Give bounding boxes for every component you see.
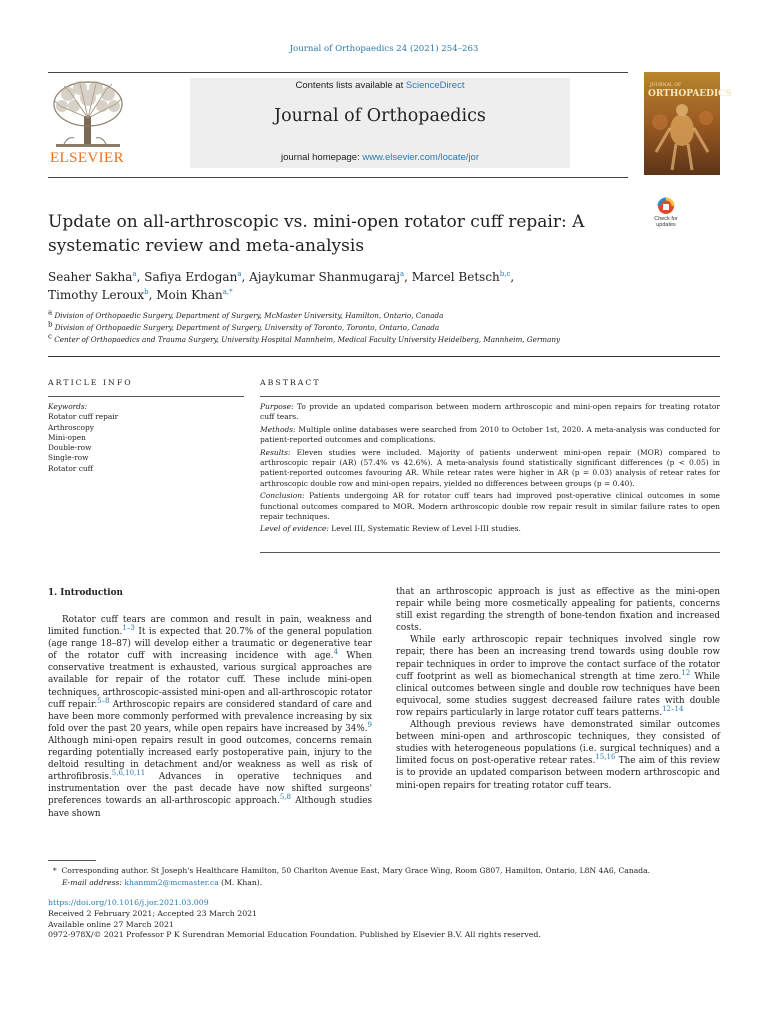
citation-link[interactable]: 5,8 [279, 793, 291, 802]
email-line [48, 877, 728, 889]
bibliographic-info [48, 898, 728, 941]
affiliation-item [48, 322, 728, 334]
abstract-bottom-rule [260, 552, 720, 553]
contents-prefix: Contents lists available at [295, 80, 406, 91]
footnote-rule [48, 860, 96, 861]
contents-available-line [190, 80, 570, 91]
methods-label: Methods: [260, 424, 296, 434]
keyword-item[interactable]: Mini-open [48, 432, 86, 442]
affiliation-mark: c [48, 332, 52, 341]
abstract-body [260, 402, 720, 537]
citation-link[interactable]: 4 [333, 648, 339, 657]
section-divider [48, 356, 720, 357]
citation-link[interactable]: 12 [681, 668, 691, 677]
received-dates: Received 2 February 2021; Accepted 23 March 2021 [48, 908, 258, 918]
text: Although studies have shown [48, 796, 372, 819]
corresponding-line [48, 865, 728, 877]
text: Advances in operative techniques and instrumentation over the past decade have now shifted surgeons' preferences towards an all-arthroscopic approach. [48, 772, 372, 807]
text: While early arthroscopic repair techniques involved single row repair, there has been an increasing trend towards using double row repair techniques in order to improve the contact surface of the rotator cuff footprint as well as biomechanical strength at time zero. [396, 635, 720, 682]
keywords-label: Keywords: [48, 402, 88, 411]
body-column-right [396, 586, 720, 792]
author-name[interactable]: Safiya Erdogan [144, 270, 238, 284]
keyword-item[interactable]: Rotator cuff [48, 463, 93, 473]
keyword-item[interactable]: Double-row [48, 443, 92, 453]
author-list: Seaher Sakha$^a$, Safiya Erdogan$^a$, Ajaykumar Shanmugaraj$^a$, Marcel Betsch$^{b,c}$, Timothy Leroux$^b$, Moin Khan$^{a,*}$ [48, 270, 515, 302]
cover-title-small: JOURNAL OF [650, 83, 682, 88]
citation-link[interactable]: 5–8 [97, 696, 110, 705]
citation-link[interactable]: 1–3 [122, 624, 135, 633]
purpose-text: To provide an updated comparison between modern arthroscopic and mini-open repairs for treating rotator cuff tears. [260, 402, 720, 422]
check-updates-line2: updates [656, 222, 676, 228]
journal-homepage-line [190, 152, 570, 163]
author-affiliation-mark[interactable]: a [132, 270, 137, 278]
email-label: E-mail address: [62, 878, 122, 887]
journal-title: Journal of Orthopaedics [274, 106, 486, 126]
article-info-heading: ARTICLE INFO [48, 378, 133, 387]
check-for-updates-button[interactable] [646, 196, 686, 230]
check-updates-icon [646, 196, 686, 216]
citation-link[interactable]: 15,16 [595, 753, 616, 762]
affiliation-item [48, 334, 728, 346]
level-label: Level of evidence: [260, 524, 329, 534]
intro-paragraph-1 [48, 614, 372, 820]
email-link[interactable]: khanmm2@mcmaster.ca [124, 878, 219, 887]
citation-link[interactable]: 5,6,10,11 [111, 769, 146, 778]
author-affiliation-mark[interactable]: a [399, 270, 405, 278]
citation-link[interactable]: 9 [367, 720, 372, 729]
conclusion-label: Conclusion: [260, 491, 305, 501]
author-affiliation-mark[interactable]: a [237, 270, 242, 278]
elsevier-tree-logo [50, 78, 126, 150]
results-label: Results: [260, 447, 291, 457]
keyword-item[interactable]: Arthroscopy [48, 422, 94, 432]
intro-paragraph-3 [396, 719, 720, 792]
journal-reference[interactable]: Journal of Orthopaedics 24 (2021) 254–263 [289, 44, 479, 54]
article-info-rule [48, 396, 244, 397]
author-name[interactable]: Timothy Leroux [48, 288, 145, 302]
affiliation-item [48, 310, 728, 322]
affiliation-mark: b [48, 320, 53, 329]
available-online-date: Available online 27 March 2021 [48, 919, 174, 929]
text: When conservative treatment is exhausted, various surgical approaches are available for repair of the rotator cuff. These include mini-open techniques, arthroscopic-assisted mini-open and all-arthroscopic rotator cuff repair. [48, 651, 372, 710]
text: While clinical outcomes between single and double row techniques have been equivocal, some studies suggest decreased failure rates with double row repairs particularly in large rotator cuff tears patterns. [396, 671, 720, 718]
abstract-heading: ABSTRACT [260, 378, 321, 387]
journal-cover-image [644, 72, 732, 175]
author-affiliation-mark[interactable]: b [144, 288, 149, 296]
citation-link[interactable]: 12–14 [662, 705, 684, 714]
sciencedirect-link[interactable]: ScienceDirect [405, 80, 465, 91]
author-name[interactable]: Marcel Betsch [411, 270, 500, 284]
intro-paragraph-1-continued: that an arthroscopic approach is just as effective as the mini-open repair while being more cosmetically appealing for patients, concerns still exist regarding the strength of bone-tendon fixation and increased costs. [396, 587, 720, 634]
affiliations [48, 310, 728, 346]
email-suffix: (M. Khan). [218, 878, 263, 887]
homepage-prefix: journal homepage: [280, 152, 363, 163]
author-name[interactable]: Seaher Sakha [48, 270, 133, 284]
author-affiliation-mark[interactable]: b,c [499, 270, 511, 278]
text: It is expected that 20.7% of the general population (age range 18–87) will develop either a traumatic or degenerative tear of the rotator cuff with increasing incidence with age. [48, 627, 372, 662]
author-name[interactable]: Moin Khan [156, 288, 223, 302]
purpose-label: Purpose: [260, 402, 294, 411]
corresponding-text: Corresponding author. St Joseph's Healthcare Hamilton, 50 Charlton Avenue East, Mary Grace Wing, Room G807, Hamilton, Ontario, L8N 4A6, Canada. [61, 866, 651, 875]
affiliation-text: Division of Orthopaedic Surgery, Department of Surgery, University of Toronto, Toronto, Ontario, Canada [54, 323, 440, 332]
affiliation-mark: a [48, 308, 53, 317]
abstract-conclusion [260, 491, 720, 522]
affiliation-text: Division of Orthopaedic Surgery, Department of Surgery, McMaster University, Hamilton, Ontario, Canada [54, 311, 444, 320]
author-affiliation-mark[interactable]: a,* [222, 288, 233, 296]
text: Although previous reviews have demonstrated similar outcomes between mini-open and arthroscopic techniques, they consisted of studies with heterogeneous populations (i.e. surgical techniques) and a limited focus on post-operative retear rates. [396, 720, 720, 767]
keyword-item[interactable]: Single-row [48, 453, 89, 463]
abstract-results [260, 448, 720, 490]
corresponding-author-footnote [48, 865, 728, 889]
text: The aim of this review is to provide an updated comparison between modern arthroscopic and mini-open repairs for treating rotator cuff tears. [396, 756, 720, 791]
keyword-item[interactable]: Rotator cuff repair [48, 412, 119, 422]
elsevier-logo-text: ELSEVIER [49, 150, 125, 166]
abstract-methods [260, 425, 720, 446]
body-column-left [48, 614, 372, 820]
footnote-star: * [52, 866, 57, 875]
results-text: Eleven studies were included. Majority of patients underwent mini-open repair (MOR) compared to arthroscopic repair (AR) (57.4% vs 42.6%). A meta-analysis found statistically significant differences (p < 0.05) in patient-reported outcomes favouring AR. While retear rates were higher in AR (p = 0.03) analysis of retear rates for arthroscopic double row and mini-open repairs, yielded no differences between groups (p = 0.40). [260, 447, 721, 488]
homepage-link[interactable]: www.elsevier.com/locate/jor [362, 152, 480, 163]
author-name[interactable]: Ajaykumar Shanmugaraj [249, 270, 400, 284]
text: Although mini-open repairs result in good outcomes, concerns remain regarding potentially increased early postoperative pain, injury to the deltoid resulting in detachment and/or weakness as well as risk of arthrofibrosis. [48, 735, 372, 783]
abstract-level [260, 524, 720, 534]
abstract-rule [260, 396, 720, 397]
cover-title-big: ORTHOPAEDICS [648, 89, 732, 99]
affiliation-text: Center of Orthopaedics and Trauma Surgery, University Hospital Mannheim, Medical Faculty University Heidelberg, Mannheim, Germany [54, 335, 561, 344]
text: Arthroscopic repairs are considered standard of care and have been more commonly performed with prevalence increasing by six fold over the past 20 years, while open repairs have increased by 34%. [48, 699, 372, 734]
text: Rotator cuff tears are common and result in pain, weakness and limited function. [48, 615, 372, 638]
copyright-notice: 0972-978X/© 2021 Professor P K Surendran Memorial Education Foundation. Published by Elsevier B.V. All rights reserved. [48, 930, 541, 940]
keywords-block [48, 402, 244, 474]
check-updates-line1: Check for [654, 216, 678, 222]
doi-link[interactable]: https://doi.org/10.1016/j.jor.2021.03.009 [48, 898, 209, 907]
section-heading-introduction: 1. Introduction [48, 588, 123, 598]
abstract-purpose [260, 402, 720, 423]
methods-text: Multiple online databases were searched from 2010 to October 1st, 2020. A meta-analysis was conducted for patient-reported outcomes and complications. [260, 424, 720, 445]
article-title: Update on all-arthroscopic vs. mini-open rotator cuff repair: A systematic review and meta-analysis [48, 212, 585, 256]
conclusion-text: Patients undergoing AR for rotator cuff tears had improved post-operative clinical outcomes in some functional outcomes compared to MOR. Modern arthroscopic double row repair result in similar failure rates to open repair techniques. [260, 491, 720, 522]
intro-paragraph-2 [396, 634, 720, 719]
level-text: Level III, Systematic Review of Level I-III studies. [331, 524, 521, 534]
